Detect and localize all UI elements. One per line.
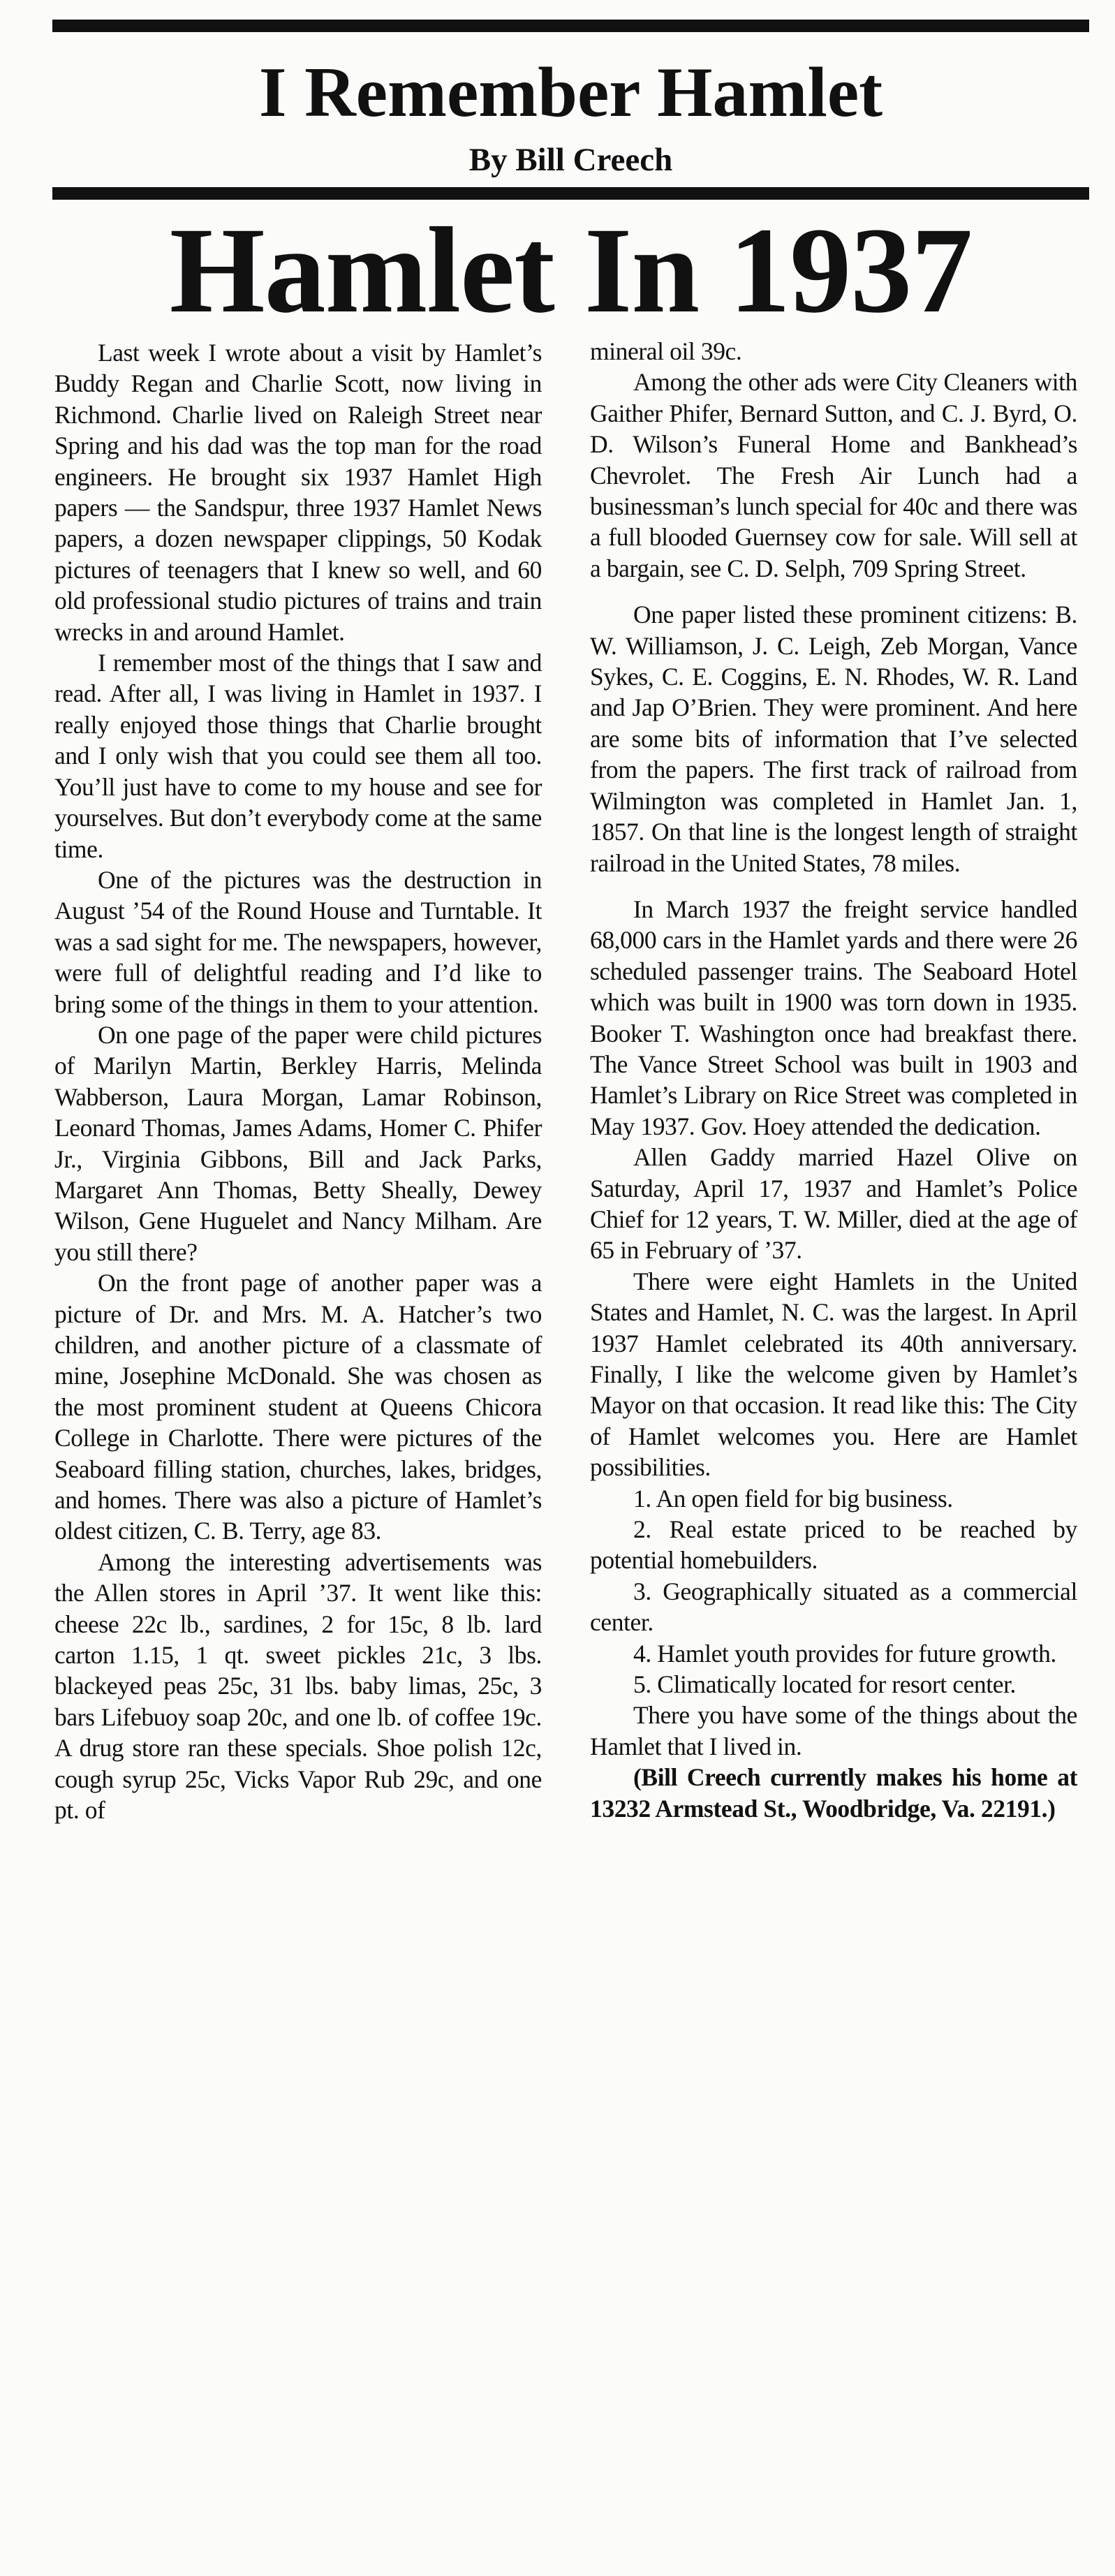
cropped-next-headline bbox=[52, 2550, 1089, 2576]
top-rule bbox=[52, 20, 1089, 32]
paragraph-closing: There you have some of the things about the Hamlet that I lived in. bbox=[590, 1701, 1077, 1760]
list-item: 1. An open field for big business. bbox=[633, 1484, 953, 1513]
left-column bbox=[54, 337, 542, 1826]
list-item: 3. Geographically situated as a commercial center. bbox=[590, 1577, 1077, 1637]
paragraph-continuation: mineral oil 39c. bbox=[590, 337, 742, 365]
paragraph-remember: I remember most of the things that I saw and read. After all, I was living in Hamlet in 1937. I really enjoyed those things that Charlie brought and I only wish that you could see them all too. You’ll just have to come to my house and see for yourselves. But don’t everybody come at the same time. bbox=[54, 649, 542, 863]
right-column bbox=[590, 336, 1077, 1824]
paragraph-visit: Last week I wrote about a visit by Hamlet’s Buddy Regan and Charlie Scott, now living in Richmond. Charlie lived on Raleigh Street near Spring and his dad was the top man for the road engineers. He brought six 1937 Hamlet High papers — the Sandspur, three 1937 Hamlet News papers, a dozen newspaper clippings, 50 Kodak pictures of teenagers that I knew so well, and 60 old professional studio pictures of trains and train wrecks in and around Hamlet. bbox=[54, 339, 542, 646]
paragraph-freight: In March 1937 the freight service handled 68,000 cars in the Hamlet yards and there were 26 scheduled passenger trains. The Seaboard Hotel which was built in 1900 was torn down in 1935. Booker T. Washington once had breakfast there. The Vance Street School was built in 1903 and Hamlet’s Library on Rice Street was completed in May 1937. Gov. Hoey attended the dedication. bbox=[590, 895, 1077, 1140]
paragraph-front-page: On the front page of another paper was a picture of Dr. and Mrs. M. A. Hatcher’s two children, and another picture of a classmate of mine, Josephine McDonald. She was chosen as the most prominent student at Queens Chicora College in Charlotte. There were pictures of the Seaboard filling station, churches, lakes, bridges, and homes. There was also a picture of Hamlet’s oldest citizen, C. B. Terry, age 83. bbox=[54, 1269, 542, 1545]
list-item: 5. Climatically located for resort center. bbox=[633, 1670, 1017, 1699]
paragraph-advertisements: Among the interesting advertisements was the Allen stores in April ’37. It went like this: cheese 22c lb., sardines, 2 for 15c, 8 lb. lard carton 1.15, 1 qt. sweet pickles 21c, 3 lbs. blackeyed peas 25c, 31 lbs. baby limas, 25c, 3 bars Lifebuoy soap 20c, and one lb. of coffee 19c. A drug store ran these specials. Shoe polish 12c, cough syrup 25c, Vicks Vapor Rub 29c, and one pt. of bbox=[54, 1547, 542, 1825]
paragraph-child-pictures: On one page of the paper were child pictures of Marilyn Martin, Berkley Harris, Melinda Wabberson, Laura Morgan, Lamar Robinson, Leonard Thomas, James Adams, Homer C. Phifer Jr., Virginia Gibbons, Bill and Jack Parks, Margaret Ann Thomas, Betty Sheally, Dewey Wilson, Gene Huguelet and Nancy Milham. Are you still there? bbox=[54, 1020, 542, 1266]
cropped-headline-fragment bbox=[87, 2550, 119, 2576]
list-item: 2. Real estate priced to be reached by potential homebuilders. bbox=[590, 1515, 1077, 1575]
column-title: I Remember Hamlet bbox=[258, 53, 883, 132]
header-rule bbox=[52, 187, 1089, 200]
author-note: (Bill Creech currently makes his home at 13232 Armstead St., Woodbridge, Va. 22191.) bbox=[590, 1763, 1077, 1823]
headline: Hamlet In 1937 bbox=[169, 203, 973, 339]
paragraph-roundhouse: One of the pictures was the destruction in August ’54 of the Round House and Turntable. It was a sad sight for me. The newspapers, however, were full of delightful reading and I’d like to bring some of the things in them to your attention. bbox=[54, 865, 542, 1018]
paragraph-gaddy: Allen Gaddy married Hazel Olive on Saturday, April 17, 1937 and Hamlet’s Police Chief for 12 years, T. W. Miller, died at the age of 65 in February of ’37. bbox=[590, 1143, 1077, 1265]
paragraph-other-ads: Among the other ads were City Cleaners with Gaither Phifer, Bernard Sutton, and C. J. Byrd, O. D. Wilson’s Funeral Home and Bankhead’s Chevrolet. The Fresh Air Lunch had a businessman’s lunch special for 40c and there was a full blooded Guernsey cow for sale. Will sell at a bargain, see C. D. Selph, 709 Spring Street. bbox=[590, 368, 1077, 582]
list-item: 4. Hamlet youth provides for future growth. bbox=[633, 1639, 1056, 1668]
byline: By Bill Creech bbox=[468, 142, 673, 178]
paragraph-prominent-citizens: One paper listed these prominent citizens: B. W. Williamson, J. C. Leigh, Zeb Morgan, Vance Sykes, C. E. Coggins, E. N. Rhodes, W. R. Land and Jap O’Brien. They were prominent. And here are some bits of information that I’ve selected from the papers. The first track of railroad from Wilmington was completed in Hamlet Jan. 1, 1857. On that line is the longest length of straight railroad in the United States, 78 miles. bbox=[590, 601, 1077, 877]
paragraph-eight-hamlets: There were eight Hamlets in the United States and Hamlet, N. C. was the largest. In April 1937 Hamlet celebrated its 40th anniversary. Finally, I like the welcome given by Hamlet’s Mayor on that occasion. It read like this: The City of Hamlet welcomes you. Here are Hamlet possibilities. bbox=[590, 1267, 1077, 1482]
